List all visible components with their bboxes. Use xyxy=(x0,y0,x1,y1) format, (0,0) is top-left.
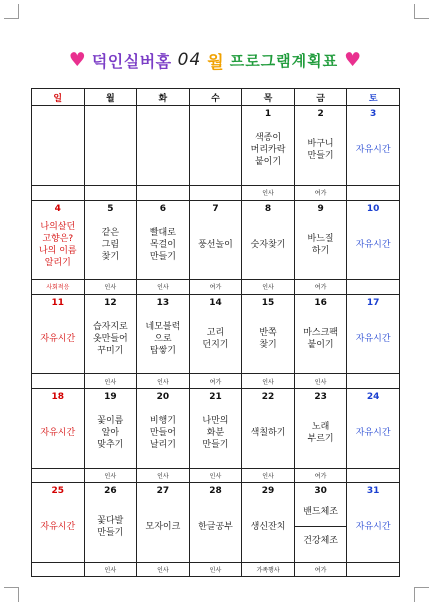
day-cell xyxy=(294,388,347,468)
day-cell xyxy=(32,200,85,280)
day-number xyxy=(85,109,137,121)
heart-icon: ♥ xyxy=(344,48,362,71)
day-cell xyxy=(189,294,242,374)
activity-text: 노래 부르기 xyxy=(307,421,334,444)
weekday-header: 일 xyxy=(32,89,85,106)
day-number xyxy=(137,109,189,121)
category-label xyxy=(347,374,400,388)
category-label: 가족행사 xyxy=(242,562,295,576)
category-label: 인사 xyxy=(137,562,190,576)
day-cell xyxy=(32,388,85,468)
category-label: 인사 xyxy=(137,374,190,388)
activity-text: 빨대로 목걸이 만들기 xyxy=(149,227,176,262)
activity-text: 꽃이름 알아 맞추기 xyxy=(97,415,124,450)
day-cell xyxy=(189,200,242,280)
day-cell xyxy=(32,106,85,186)
title-plan-label: 프로그램계획표 xyxy=(229,51,339,70)
day-number: 13 xyxy=(156,297,170,308)
category-label xyxy=(347,562,400,576)
category-row xyxy=(32,280,400,294)
day-number: 23 xyxy=(314,391,327,402)
day-cell xyxy=(189,106,242,186)
day-cell xyxy=(137,482,190,562)
day-number: 22 xyxy=(261,391,275,402)
day-cell xyxy=(347,294,400,374)
heart-icon: ♥ xyxy=(68,48,86,71)
day-number: 7 xyxy=(212,203,219,214)
activity-text: 꽃다발 만들기 xyxy=(97,515,124,538)
category-label: 인사 xyxy=(294,374,347,388)
day-cell xyxy=(84,200,137,280)
weekday-header-row xyxy=(32,89,400,106)
category-label: 여가 xyxy=(294,280,347,294)
day-number: 18 xyxy=(51,391,65,402)
weekday-header: 금 xyxy=(294,89,347,106)
day-cell xyxy=(242,294,295,374)
day-cell xyxy=(32,294,85,374)
category-label: 인사 xyxy=(242,374,295,388)
category-label: 인사 xyxy=(242,186,295,200)
day-number: 17 xyxy=(366,297,380,308)
category-label xyxy=(84,186,137,200)
day-cell xyxy=(242,388,295,468)
page-corner-mark xyxy=(414,587,429,602)
day-cell xyxy=(137,106,190,186)
page-corner-mark xyxy=(414,4,429,19)
day-cell xyxy=(189,482,242,562)
day-cell xyxy=(294,106,347,186)
activity-text: 자유시간 xyxy=(40,427,76,438)
day-number: 29 xyxy=(261,485,275,496)
category-label: 사회적응 xyxy=(32,280,85,294)
day-number: 31 xyxy=(366,485,380,496)
activity-text: 바느질 하기 xyxy=(307,233,334,256)
day-cell xyxy=(84,294,137,374)
day-cell xyxy=(347,200,400,280)
activity-text xyxy=(85,121,137,179)
weekday-header: 월 xyxy=(84,89,137,106)
activity-text: 자유시간 xyxy=(355,333,391,344)
category-label: 여가 xyxy=(294,562,347,576)
category-label xyxy=(347,468,400,482)
activity-text xyxy=(32,121,84,179)
weekday-header: 토 xyxy=(347,89,400,106)
title-facility-name: 덕인실버홈 xyxy=(91,51,172,71)
category-label: 인사 xyxy=(137,468,190,482)
day-cell xyxy=(347,106,400,186)
day-number: 11 xyxy=(51,297,65,308)
day-number: 27 xyxy=(156,485,170,496)
category-label xyxy=(32,562,85,576)
activity-text: 마스크팩 붙이기 xyxy=(303,327,338,350)
day-cell xyxy=(32,482,85,562)
category-label xyxy=(137,186,190,200)
category-label xyxy=(32,374,85,388)
activity-text: 바구니 만들기 xyxy=(307,139,334,162)
week-row xyxy=(32,200,400,280)
category-label: 여가 xyxy=(294,468,347,482)
activity-text: 반쪽 찾기 xyxy=(259,327,277,350)
week-row xyxy=(32,294,400,374)
day-cell xyxy=(242,200,295,280)
activity-text: 건강체조 xyxy=(295,526,347,555)
category-row xyxy=(32,186,400,200)
activity-text: 나만의 화분 만들기 xyxy=(202,415,229,450)
activity-text: 자유시간 xyxy=(355,521,391,532)
category-label xyxy=(32,468,85,482)
activity-text: 자유시간 xyxy=(40,521,76,532)
category-label xyxy=(347,186,400,200)
category-label: 인사 xyxy=(137,280,190,294)
week-row xyxy=(32,106,400,186)
day-number: 14 xyxy=(209,297,222,308)
day-cell xyxy=(137,388,190,468)
day-number: 19 xyxy=(104,391,117,402)
day-number: 1 xyxy=(264,109,272,120)
activity-text: 모자이크 xyxy=(145,521,181,532)
day-cell xyxy=(347,482,400,562)
day-number: 21 xyxy=(209,391,222,402)
day-number: 24 xyxy=(366,391,380,402)
category-label: 여가 xyxy=(189,374,242,388)
day-number: 20 xyxy=(156,391,170,402)
day-cell xyxy=(294,200,347,280)
category-label: 여가 xyxy=(294,186,347,200)
activity-text: 자유시간 xyxy=(355,427,391,438)
activity-text: 생신잔치 xyxy=(250,521,286,532)
day-number xyxy=(32,109,84,121)
category-label: 인사 xyxy=(84,562,137,576)
category-label xyxy=(32,186,85,200)
category-label: 인사 xyxy=(189,562,242,576)
day-cell xyxy=(189,388,242,468)
category-label: 인사 xyxy=(84,468,137,482)
category-label xyxy=(347,280,400,294)
day-number: 25 xyxy=(51,485,65,496)
activity-text: 한글공부 xyxy=(198,521,233,532)
activity-text: 자유시간 xyxy=(355,145,391,156)
weekday-header: 수 xyxy=(189,89,242,106)
category-row xyxy=(32,468,400,482)
day-cell xyxy=(242,106,295,186)
activity-text: 밴드체조 xyxy=(303,507,338,518)
activity-text: 색칠하기 xyxy=(250,427,286,438)
activity-text: 같은 그림 찾기 xyxy=(101,227,120,262)
page-corner-mark xyxy=(4,4,19,19)
activity-text xyxy=(137,121,189,179)
day-number: 5 xyxy=(107,203,114,214)
day-number: 10 xyxy=(366,203,380,214)
day-number: 6 xyxy=(159,203,167,214)
day-cell xyxy=(137,294,190,374)
day-number: 30 xyxy=(314,485,327,496)
weekday-header: 화 xyxy=(137,89,190,106)
day-number: 8 xyxy=(264,203,272,214)
day-cell xyxy=(242,482,295,562)
category-label: 인사 xyxy=(189,468,242,482)
day-cell xyxy=(294,482,347,562)
weekday-header: 목 xyxy=(242,89,295,106)
day-cell xyxy=(137,200,190,280)
day-number: 2 xyxy=(317,109,324,120)
week-row xyxy=(32,388,400,468)
category-label: 인사 xyxy=(242,468,295,482)
page-title xyxy=(40,46,390,74)
activity-text: 색종이 머리카락 붙이기 xyxy=(250,133,286,168)
day-cell xyxy=(84,388,137,468)
day-cell xyxy=(84,106,137,186)
page-corner-mark xyxy=(4,587,19,602)
activity-split xyxy=(295,498,347,556)
day-cell xyxy=(84,482,137,562)
activity-text: 나의살던 고향은? 나의 이름 알리기 xyxy=(38,221,77,268)
day-number: 16 xyxy=(314,297,327,308)
category-label: 여가 xyxy=(189,280,242,294)
week-row xyxy=(32,482,400,562)
category-label xyxy=(189,186,242,200)
category-label: 인사 xyxy=(84,374,137,388)
category-label: 인사 xyxy=(84,280,137,294)
day-number: 28 xyxy=(209,485,222,496)
title-month-number: 04 xyxy=(177,50,202,70)
day-number: 26 xyxy=(104,485,117,496)
activity-text: 풍선놀이 xyxy=(198,239,233,250)
title-month-word: 월 xyxy=(207,52,224,73)
category-row xyxy=(32,562,400,576)
day-number: 4 xyxy=(54,203,61,214)
activity-text xyxy=(190,121,242,179)
day-number: 9 xyxy=(317,203,324,214)
day-number: 12 xyxy=(104,297,117,308)
category-row xyxy=(32,374,400,388)
day-number: 3 xyxy=(370,109,377,120)
day-cell xyxy=(294,294,347,374)
activity-text: 비행기 만들어 날리기 xyxy=(149,415,176,450)
activity-text: 습자지로 옷만들어 꾸미기 xyxy=(92,321,128,356)
day-cell xyxy=(347,388,400,468)
category-label: 인사 xyxy=(242,280,295,294)
activity-text: 숫자찾기 xyxy=(250,239,286,250)
day-number: 15 xyxy=(261,297,275,308)
activity-text: 고리 던지기 xyxy=(202,327,229,350)
day-number xyxy=(190,109,242,121)
activity-text: 네모블럭 으로 탑쌓기 xyxy=(145,321,181,356)
activity-text: 자유시간 xyxy=(355,239,391,250)
activity-text: 자유시간 xyxy=(40,333,76,344)
calendar-table xyxy=(31,88,400,577)
